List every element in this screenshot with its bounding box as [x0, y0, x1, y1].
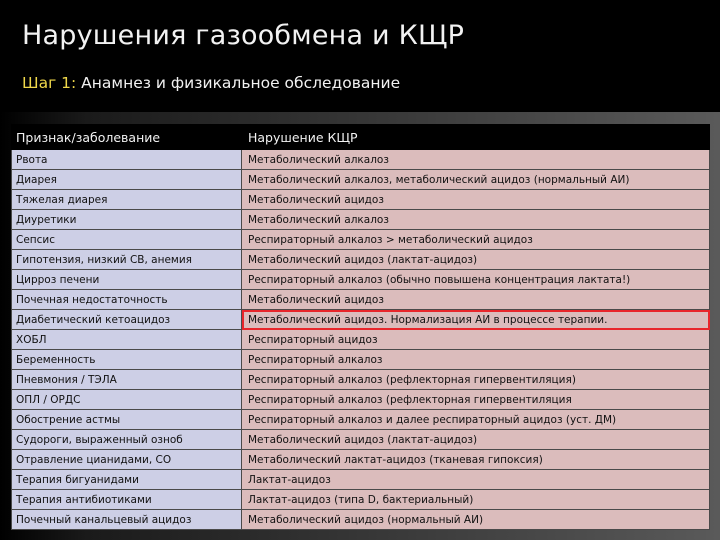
condition-cell: Почечная недостаточность	[12, 290, 242, 310]
disorder-cell: Лактат-ацидоз (типа D, бактериальный)	[242, 490, 710, 510]
disorder-cell: Респираторный алкалоз > метаболический ацидоз	[242, 230, 710, 250]
table-row	[12, 510, 710, 530]
disorder-cell: Респираторный алкалоз	[242, 350, 710, 370]
table-row	[12, 230, 710, 250]
disorder-cell: Метаболический алкалоз, метаболический ацидоз (нормальный АИ)	[242, 170, 710, 190]
condition-cell: Диарея	[12, 170, 242, 190]
step-label: Шаг 1:	[22, 74, 77, 92]
disorder-cell: Метаболический ацидоз	[242, 190, 710, 210]
table-body	[12, 150, 710, 530]
condition-cell: Рвота	[12, 150, 242, 170]
acid-base-table	[11, 124, 710, 530]
condition-cell: Диабетический кетоацидоз	[12, 310, 242, 330]
condition-cell: Диуретики	[12, 210, 242, 230]
disorder-cell: Метаболический алкалоз	[242, 150, 710, 170]
condition-cell: Терапия бигуанидами	[12, 470, 242, 490]
disorder-cell: Лактат-ацидоз	[242, 470, 710, 490]
condition-cell: Тяжелая диарея	[12, 190, 242, 210]
disorder-cell: Метаболический ацидоз	[242, 290, 710, 310]
disorder-cell: Метаболический ацидоз (нормальный АИ)	[242, 510, 710, 530]
disorder-cell: Метаболический ацидоз (лактат-ацидоз)	[242, 430, 710, 450]
condition-cell: ОПЛ / ОРДС	[12, 390, 242, 410]
table-row	[12, 350, 710, 370]
condition-cell: Почечный канальцевый ацидоз	[12, 510, 242, 530]
table-row	[12, 290, 710, 310]
table-header-row	[12, 125, 710, 150]
disorder-cell: Респираторный алкалоз (рефлекторная гипервентиляция	[242, 390, 710, 410]
disorder-cell: Респираторный алкалоз (обычно повышена концентрация лактата!)	[242, 270, 710, 290]
subtitle-text: Анамнез и физикальное обследование	[76, 74, 401, 92]
disorder-cell: Метаболический алкалоз	[242, 210, 710, 230]
table-row	[12, 430, 710, 450]
condition-cell: Терапия антибиотиками	[12, 490, 242, 510]
condition-cell: Сепсис	[12, 230, 242, 250]
condition-cell: Обострение астмы	[12, 410, 242, 430]
table-row	[12, 210, 710, 230]
table-container	[11, 124, 709, 530]
table-row	[12, 310, 710, 330]
table-row	[12, 470, 710, 490]
slide-title: Нарушения газообмена и КЩР	[22, 20, 465, 51]
table-row	[12, 190, 710, 210]
condition-cell: Судороги, выраженный озноб	[12, 430, 242, 450]
slide-subtitle	[22, 74, 400, 92]
disorder-cell: Метаболический лактат-ацидоз (тканевая гипоксия)	[242, 450, 710, 470]
table-row	[12, 390, 710, 410]
table-row	[12, 250, 710, 270]
condition-cell: Отравление цианидами, СО	[12, 450, 242, 470]
condition-cell: ХОБЛ	[12, 330, 242, 350]
table-row	[12, 170, 710, 190]
condition-cell: Беременность	[12, 350, 242, 370]
disorder-cell: Респираторный алкалоз и далее респираторный ацидоз (уст. ДМ)	[242, 410, 710, 430]
header-condition: Признак/заболевание	[12, 125, 242, 150]
table-row	[12, 490, 710, 510]
table-row	[12, 150, 710, 170]
table-row	[12, 370, 710, 390]
header-disorder: Нарушение КЩР	[242, 125, 710, 150]
condition-cell: Цирроз печени	[12, 270, 242, 290]
table-row	[12, 450, 710, 470]
disorder-cell: Метаболический ацидоз. Нормализация АИ в процессе терапии.	[242, 310, 710, 330]
disorder-cell: Респираторный алкалоз (рефлекторная гипервентиляция)	[242, 370, 710, 390]
table-row	[12, 330, 710, 350]
condition-cell: Гипотензия, низкий СВ, анемия	[12, 250, 242, 270]
disorder-cell: Респираторный ацидоз	[242, 330, 710, 350]
table-row	[12, 270, 710, 290]
condition-cell: Пневмония / ТЭЛА	[12, 370, 242, 390]
table-row	[12, 410, 710, 430]
disorder-cell: Метаболический ацидоз (лактат-ацидоз)	[242, 250, 710, 270]
